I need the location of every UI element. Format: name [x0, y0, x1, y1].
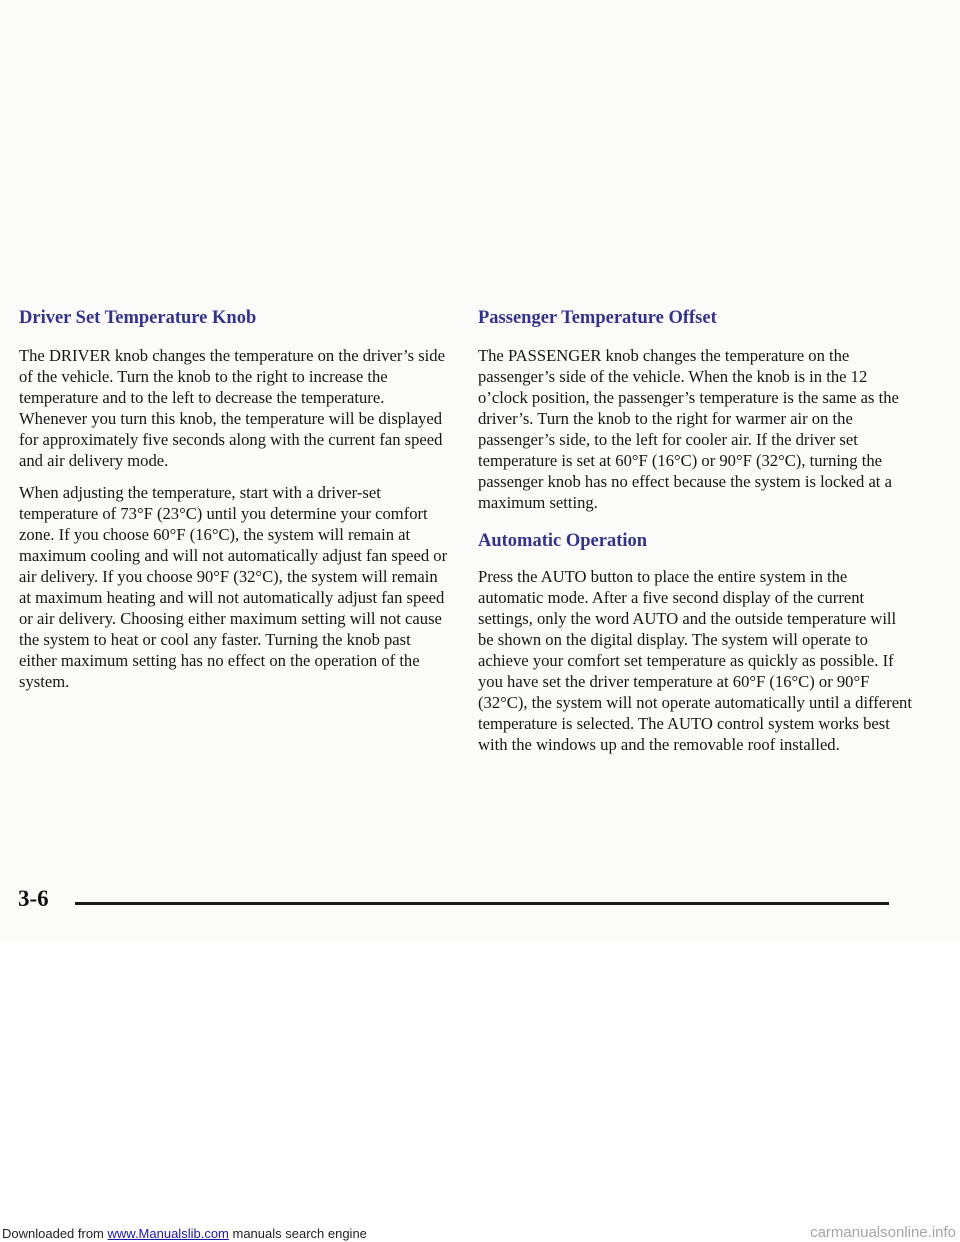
download-credit: [2, 1226, 367, 1241]
automatic-operation-paragraph: Press the AUTO button to place the entire system in the automatic mode. After a five second display of the current settings, only the word AUTO and the outside temperature will be shown on the digital display. The system will operate to achieve your comfort set temperature as quickly as possible. If you have set the driver temperature at 60°F (16°C) or 90°F (32°C), the system will not operate automatically until a different temperature is selected. The AUTO control system works best with the windows up and the removable roof installed.: [478, 567, 912, 754]
manualslib-link[interactable]: www.Manualslib.com: [107, 1226, 229, 1241]
watermark: carmanualsonline.info: [810, 1224, 956, 1241]
adjusting-temperature-paragraph: When adjusting the temperature, start with a driver-set temperature of 73°F (23°C) until you determine your comfort zone. If you choose 60°F (16°C), the system will remain at maximum cooling and will not automatically adjust fan speed or air delivery. If you choose 90°F (32°C), the system will remain at maximum heating and will not automatically adjust fan speed or air delivery. Choosing either maximum setting will not cause the system to heat or cool any faster. Turning the knob past either maximum setting has no effect on the operation of the system.: [19, 483, 448, 691]
left-column: [19, 308, 451, 703]
passenger-temperature-offset-heading: Passenger Temperature Offset: [478, 308, 717, 328]
right-column: [478, 308, 913, 766]
download-suffix: manuals search engine: [228, 1226, 367, 1241]
download-footer: [0, 1226, 960, 1242]
automatic-operation-heading: Automatic Operation: [478, 531, 648, 551]
download-prefix: Downloaded from: [2, 1226, 108, 1241]
page-number: 3-6: [18, 886, 49, 911]
driver-knob-paragraph: The DRIVER knob changes the temperature on the driver’s side of the vehicle. Turn the knob to the right to increase the temperature and to the left to decrease the temperature. Whenever you turn this knob, the temperature will be displayed for approximately five seconds along with the current fan speed and air delivery mode.: [19, 346, 445, 470]
driver-set-temperature-knob-heading: Driver Set Temperature Knob: [19, 308, 257, 328]
passenger-knob-paragraph: The PASSENGER knob changes the temperature on the passenger’s side of the vehicle. When the knob is in the 12 o’clock position, the passenger’s temperature is the same as the driver’s. Turn the knob to the right for warmer air on the passenger’s side, to the left for cooler air. If the driver set temperature is set at 60°F (16°C) or 90°F (32°C), turning the passenger knob has no effect because the system is locked at a maximum setting.: [478, 346, 899, 512]
footer-divider: [75, 902, 889, 905]
